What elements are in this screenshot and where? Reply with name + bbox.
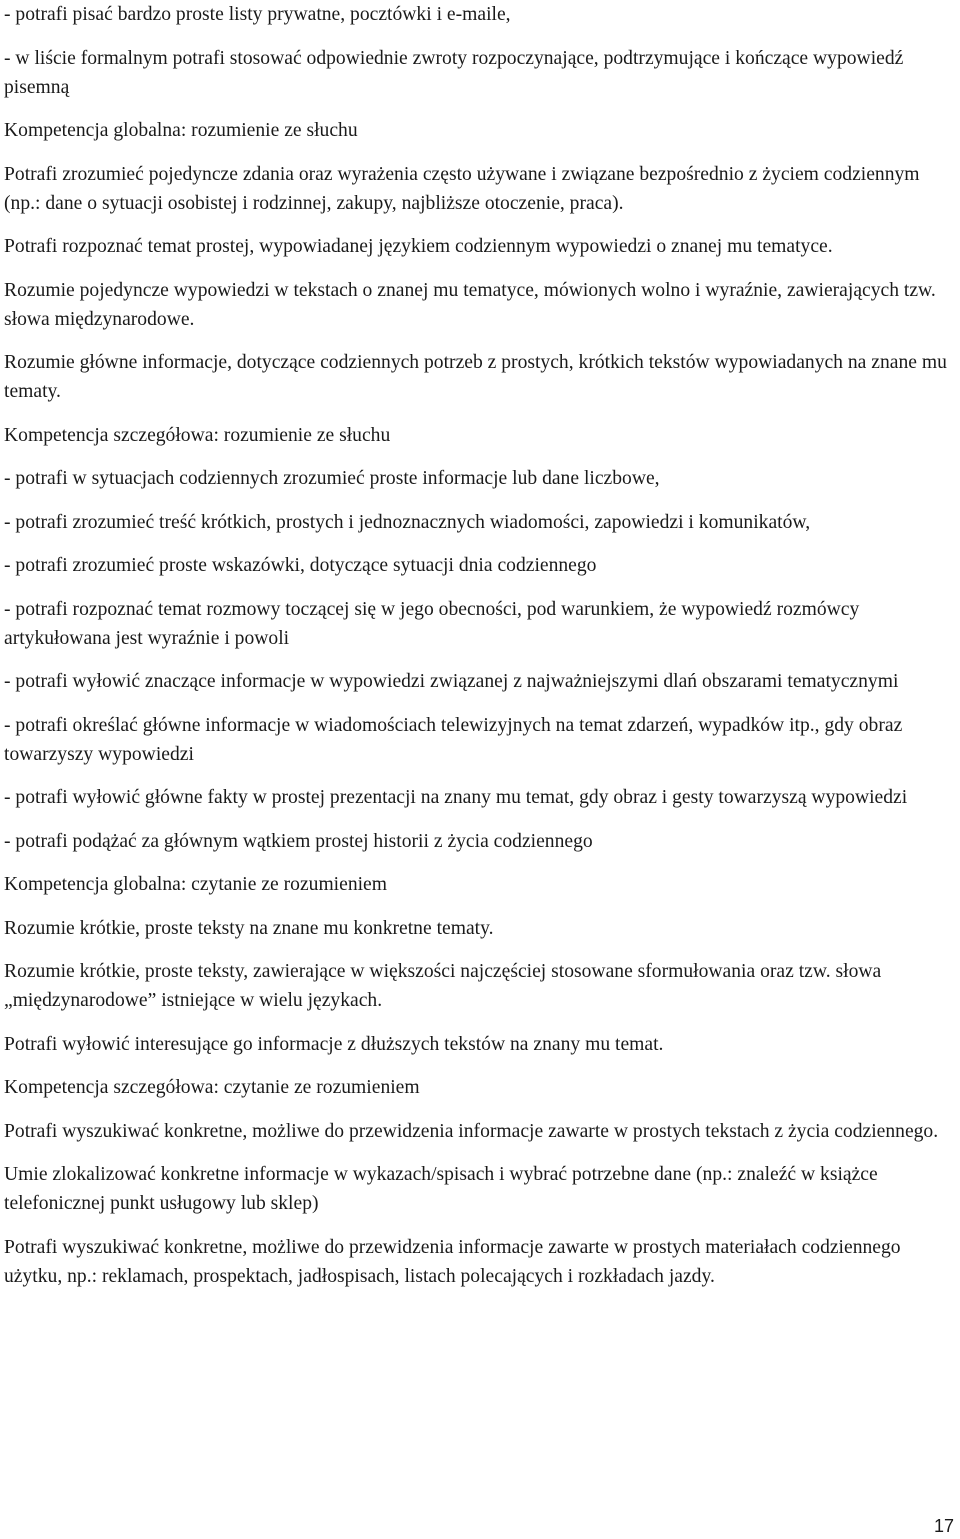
page-number: 17 <box>933 1516 954 1536</box>
document-page <box>4 0 954 1305</box>
section-heading-listening-detailed: Kompetencja szczegółowa: rozumienie ze słuchu <box>4 424 391 446</box>
paragraph-listening-detailed-2: - potrafi zrozumieć treść krótkich, prostych i jednoznacznych wiadomości, zapowiedzi i komunikatów, <box>4 511 811 533</box>
paragraph-listening-detailed-3: - potrafi zrozumieć proste wskazówki, dotyczące sytuacji dnia codziennego <box>4 555 597 576</box>
paragraph-listening-global-3: Rozumie pojedyncze wypowiedzi w tekstach o znanej mu tematyce, mówionych wolno i wyraźnie, zawierających tzw. słowa międzynarodowe. <box>4 279 936 330</box>
paragraph-reading-detailed-3: Potrafi wyszukiwać konkretne, możliwe do przewidzenia informacje zawarte w prostych materiałach codziennego użytku, np.: reklamach, prospektach, jadłospisach, listach polecających i rozkładach jazdy. <box>4 1236 901 1287</box>
paragraph-listening-detailed-5: - potrafi wyłowić znaczące informacje w wypowiedzi związanej z najważniejszymi dlań obszarami tematycznymi <box>4 671 899 692</box>
paragraph-reading-global-1: Rozumie krótkie, proste teksty na znane mu konkretne tematy. <box>4 917 494 939</box>
paragraph-formal-letter-bullet: - w liście formalnym potrafi stosować odpowiednie zwroty rozpoczynające, podtrzymujące i kończące wypowiedź pisemną <box>4 47 904 98</box>
section-heading-listening-global: Kompetencja globalna: rozumienie ze słuchu <box>4 120 358 141</box>
paragraph-listening-detailed-6: - potrafi określać główne informacje w wiadomościach telewizyjnych na temat zdarzeń, wypadków itp., gdy obraz towarzyszy wypowiedzi <box>4 714 903 765</box>
section-heading-reading-global: Kompetencja globalna: czytanie ze rozumieniem <box>4 874 387 895</box>
paragraph-letters-bullet: - potrafi pisać bardzo proste listy prywatne, pocztówki i e-maile, <box>4 4 511 25</box>
paragraph-reading-detailed-2: Umie zlokalizować konkretne informacje w wykazach/spisach i wybrać potrzebne dane (np.: znaleźć w książce telefonicznej punkt usługowy lub sklep) <box>4 1164 878 1214</box>
paragraph-listening-global-2: Potrafi rozpoznać temat prostej, wypowiadanej językiem codziennym wypowiedzi o znanej mu tematyce. <box>4 236 833 257</box>
paragraph-reading-global-3: Potrafi wyłowić interesujące go informacje z dłuższych tekstów na znany mu temat. <box>4 1033 664 1055</box>
paragraph-listening-detailed-4: - potrafi rozpoznać temat rozmowy toczącej się w jego obecności, pod warunkiem, że wypowiedź rozmówcy artykułowana jest wyraźnie i powoli <box>4 598 860 649</box>
paragraph-listening-global-1: Potrafi zrozumieć pojedyncze zdania oraz wyrażenia często używane i związane bezpośrednio z życiem codziennym (np.: dane o sytuacji osobistej i rodzinnej, zakupy, najbliższe otoczenie, praca). <box>4 163 920 214</box>
paragraph-reading-detailed-1: Potrafi wyszukiwać konkretne, możliwe do przewidzenia informacje zawarte w prostych tekstach z życia codziennego. <box>4 1120 939 1142</box>
paragraph-listening-detailed-1: - potrafi w sytuacjach codziennych zrozumieć proste informacje lub dane liczbowe, <box>4 468 660 489</box>
paragraph-listening-detailed-8: - potrafi podążać za głównym wątkiem prostej historii z życia codziennego <box>4 830 593 852</box>
paragraph-reading-global-2: Rozumie krótkie, proste teksty, zawierające w większości najczęściej stosowane sformułowania oraz tzw. słowa „międzynarodowe” istniejące w wielu językach. <box>4 961 882 1011</box>
paragraph-listening-global-4: Rozumie główne informacje, dotyczące codziennych potrzeb z prostych, krótkich tekstów wypowiadanych na znane mu tematy. <box>4 352 947 402</box>
paragraph-listening-detailed-7: - potrafi wyłowić główne fakty w prostej prezentacji na znany mu temat, gdy obraz i gesty towarzyszą wypowiedzi <box>4 787 908 808</box>
section-heading-reading-detailed: Kompetencja szczegółowa: czytanie ze rozumieniem <box>4 1077 420 1098</box>
